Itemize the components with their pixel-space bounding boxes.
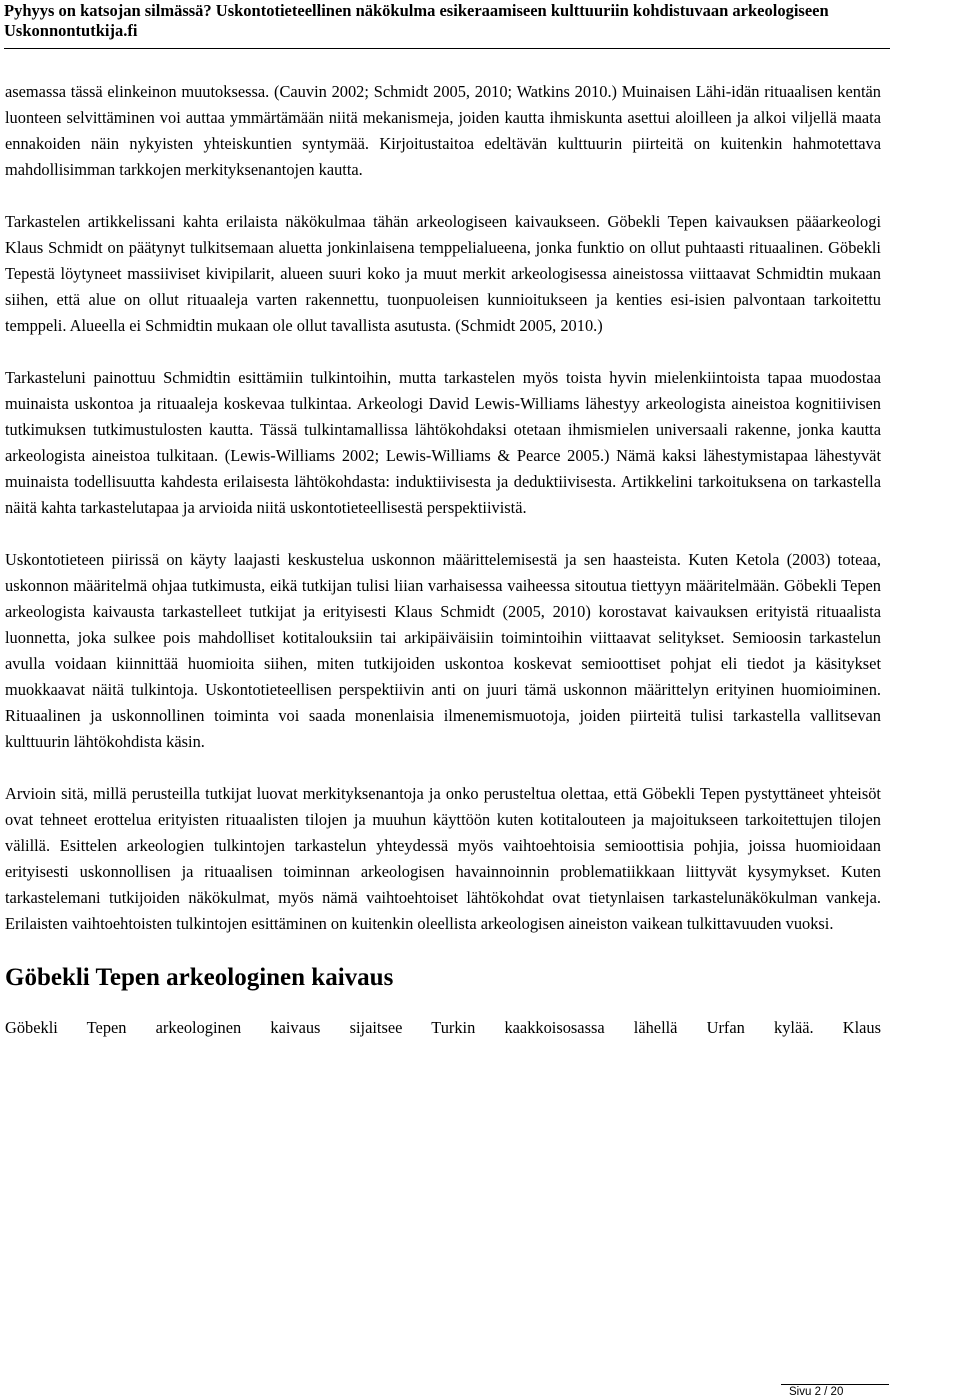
document-title: Pyhyys on katsojan silmässä? Uskontotieteellinen näkökulma esikeraamiseen kulttuuriin kohdistuvaan arkeologiseen [4, 1, 829, 20]
paragraph-3: Tarkasteluni painottuu Schmidtin esittämiin tulkintoihin, mutta tarkastelen myös toista hyvin mielenkiintoista tapaa muodostaa muinaista uskontoa ja rituaaleja koskevaa tulkintaa. Arkeologi David Lewis-Williams lähestyy arkeologista aineistoa kognitiivisen tutkimuksen tutkimustulosten kautta. Tässä tulkintamallissa lähtökohdaksi otetaan ihmismielen universaali rakenne, jonka kautta arkeologista aineistoa tulkitaan. (Lewis-Williams 2002; Lewis-Williams & Pearce 2005.) Nämä kaksi lähestymistapaa lähestyvät muinaista todellisuutta kahdesta erilaisesta lähtökohdasta: induktiivisesta ja deduktiivisesta. Artikkelini tarkoituksena on tarkastella näitä kahta tarkastelutapaa ja arvioida niitä uskontotieteellisestä perspektiivistä. [5, 368, 881, 517]
paragraph-4: Uskontotieteen piirissä on käyty laajasti keskustelua uskonnon määrittelemisestä ja sen haasteista. Kuten Ketola (2003) toteaa, uskonnon määritelmä ohjaa tutkimusta, eikä tutkijan tulisi liian varhaisessa vaiheessa sitoutua tiettyyn määritelmään. Göbekli Tepen arkeologista kaivausta tarkastelleet tutkijat ja erityisesti Klaus Schmidt (2005, 2010) korostavat kaivauksen erityistä rituaalista luonnetta, joka sulkee pois mahdolliset kotitalouksiin tai arkipäiväisiin toimintoihin viittaavat selitykset. Semioosin tarkastelun avulla voidaan kiinnittää huomioita siihen, miten tutkijoiden uskontoa koskevat semioottiset pohjat eli tiedot ja käsitykset muokkaavat näitä tulkintoja. Uskontotieteellisen perspektiivin anti on juuri tämä uskonnon määrittelyn erityinen huomioiminen. Rituaalinen ja uskonnollinen toiminta voi saada monenlaisia ilmenemismuotoja, joiden piirteitä tulisi tarkastella vallitsevan kulttuurin lähtökohdista käsin. [5, 550, 881, 751]
paragraph-5: Arvioin sitä, millä perusteilla tutkijat luovat merkityksenantoja ja onko perusteltua olettaa, että Göbekli Tepen pystyttäneet yhteisöt ovat tehneet erottelua erityisten rituaalisten tilojen ja muuhun käyttöön kuten kotitalouteen ja majoitukseen tarkoitettujen tilojen välillä. Esittelen arkeologien tulkintojen tarkastelun yhteydessä myös vaihtoehtoisia semioottisia pohjia, joissa huomioidaan erityisesti uskonnollisen ja rituaalisen toiminnan arkeologisen havainnoinnin problematiikkaan liittyvät kysymykset. Kuten tarkastelemani tutkijoiden näkökulmat, myös nämä vaihtoehtoiset lähtökohdat ovat tietynlaisen tarkastelunäkökulman vankeja. Erilaisten vaihtoehtoisten tulkintojen esittäminen on kuitenkin oleellista arkeologisen aineiston vaikean tulkittavuuden vuoksi. [5, 784, 881, 933]
article-body [5, 79, 881, 1067]
paragraph-1: asemassa tässä elinkeinon muutoksessa. (Cauvin 2002; Schmidt 2005, 2010; Watkins 2010.) Muinaisen Lähi-idän rituaalisen kentän luonteen selvittäminen voi auttaa ymmärtämään niitä mekanismeja, joiden kautta ihmiskunta asettui aloilleen ja alkoi viljellä maata ennakoiden näin nykyisten yhteiskuntien syntymää. Kirjoitustaitoa edeltävän kulttuurin piirteitä on kuitenkin hahmotettava mahdollisimman tarkkojen merkityksenantojen kautta. [5, 82, 881, 179]
paragraph-2: Tarkastelen artikkelissani kahta erilaista näkökulmaa tähän arkeologiseen kaivaukseen. Göbekli Tepen kaivauksen pääarkeologi Klaus Schmidt on päätynyt tulkitsemaan aluetta jonkinlaisena temppelialueena, jonka funktio on ollut puhtaasti rituaalinen. Göbekli Tepestä löytyneet massiiviset kivipilarit, alueen suuri koko ja muut merkit arkeologisessa aineistossa viittaavat Schmidtin mukaan siihen, että alue on ollut rituaaleja varten rakennettu, tuonpuoleisen kunnioitukseen ja kenties esi-isien palvontaan tarkoitettu temppeli. Alueella ei Schmidtin mukaan ole ollut tavallista asutusta. (Schmidt 2005, 2010.) [5, 212, 881, 335]
section-heading: Göbekli Tepen arkeologinen kaivaus [5, 964, 394, 991]
site-name: Uskonnontutkija.fi [4, 21, 138, 40]
header-divider [4, 48, 890, 49]
page-header [4, 0, 954, 41]
page-number: Sivu 2 / 20 [789, 1386, 844, 1398]
paragraph-6: Göbekli Tepen arkeologinen kaivaus sijaitsee Turkin kaakkoisosassa lähellä Urfan kylää. Klaus [5, 1018, 881, 1037]
